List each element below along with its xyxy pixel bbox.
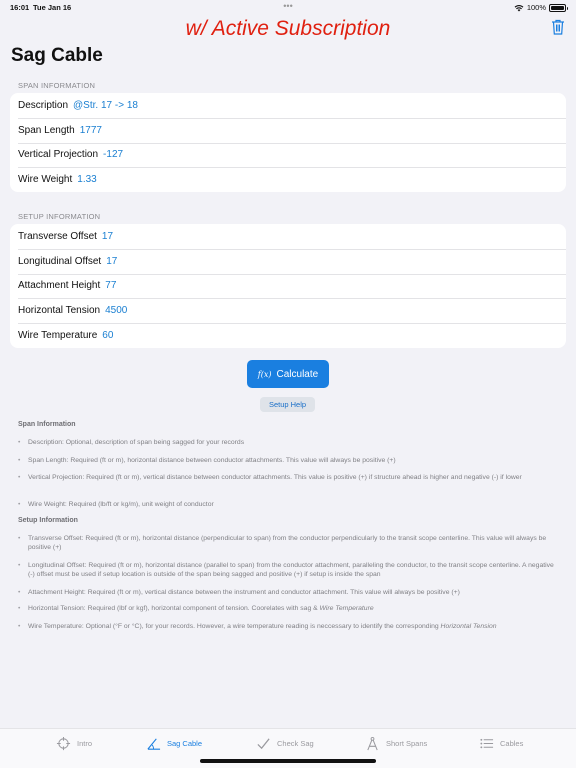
page-title: Sag Cable (11, 45, 103, 66)
row-label: Longitudinal Offset (18, 255, 102, 267)
transverse-offset-field[interactable]: 17 (101, 230, 114, 242)
help-item: • Wire Weight: Required (lb/ft or kg/m), unit weight of conductor (18, 500, 558, 509)
help-item-emphasis: Wire Temperature (319, 605, 374, 612)
help-item (18, 604, 558, 613)
help-item: • Transverse Offset: Required (ft or m), horizontal distance (perpendicular to span) from the conductor perpendicularly to the transit scope centerline. This value will always be positive (+) (18, 534, 558, 552)
wire-weight-row[interactable] (10, 167, 566, 192)
span-length-row[interactable] (10, 118, 566, 143)
row-label: Transverse Offset (18, 230, 97, 242)
description-row[interactable] (10, 93, 566, 118)
span-length-field[interactable]: 1777 (79, 124, 102, 136)
help-item: • Longitudinal Offset: Required (ft or m), horizontal distance (parallel to span) from the conductor attachment, paralleling the conductor, to the transit scope centerline. A negative (-) offset must be used if setup location is outside of the span being sagged and positive (+) if setup is inside the span (18, 561, 558, 579)
attachment-height-row[interactable] (10, 274, 566, 299)
span-help-heading: Span Information (18, 421, 76, 428)
wire-temperature-field[interactable]: 60 (102, 330, 114, 342)
checkmark-icon (256, 736, 271, 751)
tab-label: Intro (77, 739, 93, 748)
span-section-header: SPAN INFORMATION (18, 81, 96, 90)
horizontal-tension-row[interactable] (10, 298, 566, 323)
help-item: • Attachment Height: Required (ft or m), vertical distance between the instrument and conductor attachment. This value will always be positive (+) (18, 588, 558, 597)
vertical-projection-field[interactable]: -127 (103, 149, 124, 161)
setup-section-header: SETUP INFORMATION (18, 212, 101, 221)
status-bar (0, 0, 576, 14)
help-item: • Description: Optional, description of span being sagged for your records (18, 438, 558, 447)
help-item: • Span Length: Required (ft or m), horizontal distance between conductor attachments. This value will always be positive (+) (18, 456, 558, 465)
tab-label: Sag Cable (167, 739, 203, 748)
status-time: 16:01 (10, 3, 30, 12)
setup-help-button[interactable]: Setup Help (260, 397, 315, 412)
horizontal-tension-field[interactable]: 4500 (105, 305, 128, 317)
calculate-button[interactable] (247, 360, 329, 388)
row-label: Wire Weight (18, 174, 73, 186)
row-label: Span Length (18, 124, 75, 136)
help-item-emphasis: Horizontal Tension (440, 623, 497, 630)
status-date: Tue Jan 16 (33, 3, 72, 12)
home-indicator[interactable] (200, 759, 376, 763)
tab-intro[interactable] (56, 736, 92, 751)
battery-icon (549, 4, 566, 12)
row-label: Attachment Height (18, 280, 101, 292)
row-label: Vertical Projection (18, 149, 99, 161)
longitudinal-offset-field[interactable]: 17 (106, 255, 118, 267)
subscription-banner: w/ Active Subscription (185, 17, 391, 40)
vertical-projection-row[interactable] (10, 143, 566, 168)
setup-info-group (10, 224, 566, 348)
tab-check-sag[interactable] (256, 736, 314, 751)
tab-cables[interactable] (479, 736, 523, 751)
transverse-offset-row[interactable] (10, 224, 566, 249)
tab-label: Check Sag (277, 739, 314, 748)
row-label: Horizontal Tension (18, 305, 101, 317)
list-icon (479, 736, 494, 751)
attachment-height-field[interactable]: 77 (105, 280, 117, 292)
tab-label: Short Spans (386, 739, 428, 748)
crosshair-icon (56, 736, 71, 751)
trash-icon[interactable] (551, 19, 565, 35)
setup-help-heading: Setup Information (18, 517, 78, 524)
function-icon: f(x) (257, 369, 272, 379)
row-label: Description (18, 99, 69, 111)
help-item-text: Wire Temperature: Optional (°F or °C), for your records. However, a wire temperature reading is neccessary to identify the corresponding (28, 623, 441, 630)
description-field[interactable]: @Str. 17 -> 18 (73, 99, 138, 111)
wire-temperature-row[interactable] (10, 323, 566, 348)
span-info-group (10, 93, 566, 192)
row-label: Wire Temperature (18, 330, 98, 342)
multitasking-dots-icon[interactable]: ••• (283, 1, 293, 11)
help-item (18, 622, 558, 631)
compass-icon (365, 736, 380, 751)
wifi-icon (514, 4, 524, 12)
longitudinal-offset-row[interactable] (10, 249, 566, 274)
tab-label: Cables (500, 739, 524, 748)
battery-percent: 100% (526, 3, 546, 12)
wire-weight-field[interactable]: 1.33 (77, 174, 97, 186)
tab-short-spans[interactable] (365, 736, 427, 751)
calculate-label: Calculate (276, 368, 319, 380)
tab-sag-cable[interactable] (146, 736, 202, 751)
help-item: • Vertical Projection: Required (ft or m), vertical distance between conductor attachments. This value is positive (+) if structure ahead is higher and negative (-) if lower (18, 473, 558, 482)
angle-icon (146, 736, 161, 751)
status-right (514, 3, 566, 12)
help-item-text: Horizontal Tension: Required (lbf or kgf), horizontal component of tension. Coorelates with sag & (28, 605, 320, 612)
